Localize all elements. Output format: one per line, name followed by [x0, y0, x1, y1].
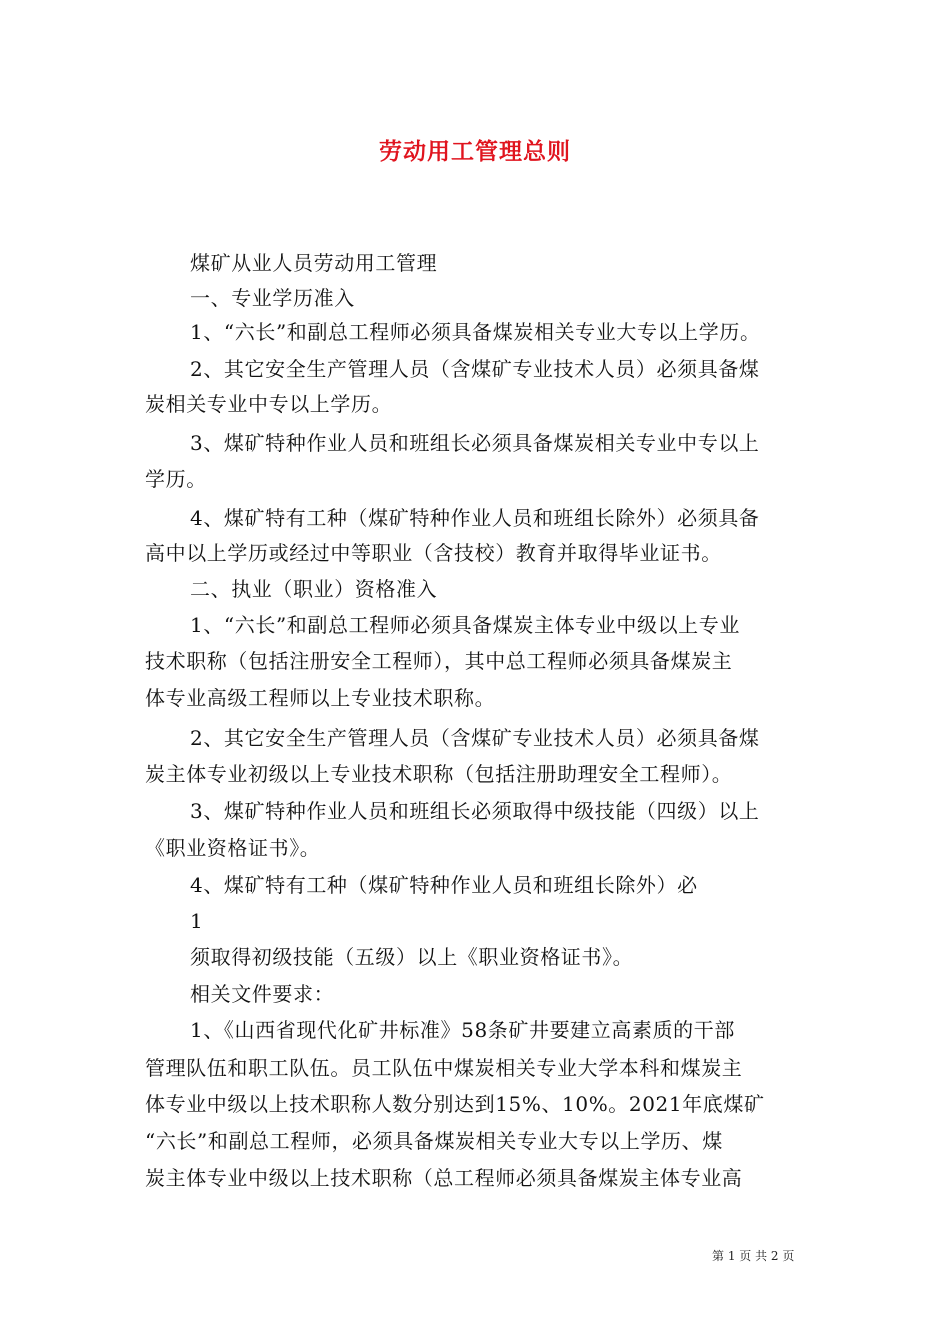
- body-line: 《职业资格证书》。: [145, 836, 321, 860]
- body-line: 煤矿从业人员劳动用工管理: [190, 251, 438, 275]
- body-line: 炭主体专业中级以上技术职称（总工程师必须具备煤炭主体专业高: [145, 1166, 743, 1190]
- body-line: 一、专业学历准入: [190, 286, 355, 310]
- body-line: 二、执业（职业）资格准入: [190, 577, 438, 601]
- body-line: 体专业高级工程师以上专业技术职称。: [145, 686, 496, 710]
- body-line: 1、“六长”和副总工程师必须具备煤炭相关专业大专以上学历。: [190, 320, 761, 344]
- body-line: 1、《山西省现代化矿井标准》58条矿井要建立高素质的干部: [190, 1018, 735, 1042]
- body-line: 3、煤矿特种作业人员和班组长必须取得中级技能（四级）以上: [190, 799, 760, 823]
- body-line: 管理队伍和职工队伍。员工队伍中煤炭相关专业大学本科和煤炭主: [145, 1056, 743, 1080]
- body-line: 炭相关专业中专以上学历。: [145, 392, 393, 416]
- body-line: 技术职称（包括注册安全工程师），其中总工程师必须具备煤炭主: [145, 649, 733, 673]
- body-line: 2、其它安全生产管理人员（含煤矿专业技术人员）必须具备煤: [190, 726, 760, 750]
- body-line: 1、“六长”和副总工程师必须具备煤炭主体专业中级以上专业: [190, 613, 740, 637]
- body-line: 学历。: [145, 467, 207, 491]
- body-line: 3、煤矿特种作业人员和班组长必须具备煤炭相关专业中专以上: [190, 431, 760, 455]
- body-line: 相关文件要求：: [190, 982, 335, 1006]
- body-line: 体专业中级以上技术职称人数分别达到15%、10%。2021年底煤矿: [145, 1092, 765, 1116]
- body-line: “六长”和副总工程师，必须具备煤炭相关专业大专以上学历、煤: [145, 1129, 723, 1153]
- body-line: 高中以上学历或经过中等职业（含技校）教育并取得毕业证书。: [145, 541, 722, 565]
- page-footer: 第 1 页 共 2 页: [712, 1249, 795, 1263]
- page-marker: 1: [190, 909, 204, 933]
- body-line: 炭主体专业初级以上专业技术职称（包括注册助理安全工程师）。: [145, 762, 733, 786]
- body-line: 4、煤矿特有工种（煤矿特种作业人员和班组长除外）必: [190, 873, 698, 897]
- body-line: 4、煤矿特有工种（煤矿特种作业人员和班组长除外）必须具备: [190, 506, 760, 530]
- document-title: 劳动用工管理总则: [379, 139, 571, 165]
- body-line: 2、其它安全生产管理人员（含煤矿专业技术人员）必须具备煤: [190, 357, 760, 381]
- body-line: 须取得初级技能（五级）以上《职业资格证书》。: [190, 945, 634, 969]
